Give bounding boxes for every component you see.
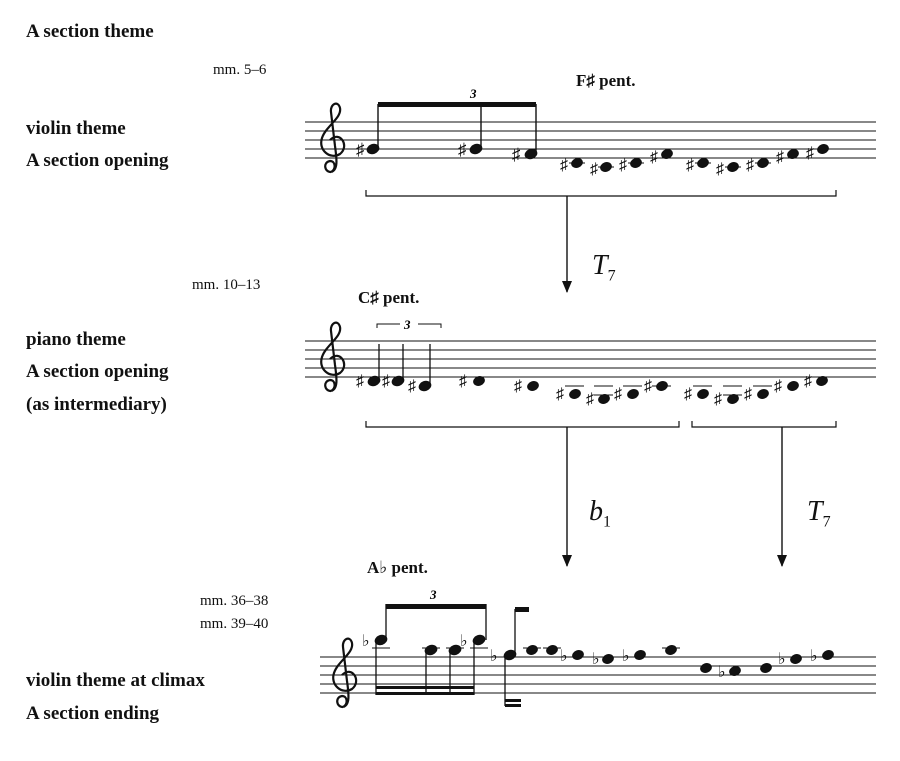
note <box>556 386 584 403</box>
theme-label-1b: A section opening <box>26 150 169 171</box>
note <box>686 157 711 174</box>
svg-text:♯: ♯ <box>644 378 652 395</box>
svg-text:♯: ♯ <box>804 373 812 390</box>
collection-label-2: C♯ pent. <box>358 288 420 307</box>
beam <box>515 607 529 612</box>
staff-2-notes <box>356 344 829 408</box>
collection-label-1: F♯ pent. <box>576 71 636 90</box>
svg-text:♯: ♯ <box>356 140 365 159</box>
staff-2 <box>305 341 876 377</box>
theme-label-2c: (as intermediary) <box>26 394 167 415</box>
grouping-bracket <box>692 421 836 427</box>
note <box>774 378 800 395</box>
note <box>586 386 613 408</box>
beam <box>386 604 486 609</box>
svg-text:♯: ♯ <box>560 157 568 174</box>
measures-label-1: mm. 5–6 <box>213 62 267 78</box>
svg-text:♭: ♭ <box>560 648 568 665</box>
theme-label-3a: violin theme at climax <box>26 670 205 691</box>
staff-3-notes <box>362 604 835 707</box>
note <box>759 662 772 674</box>
svg-text:♯: ♯ <box>714 391 722 408</box>
note <box>592 651 615 668</box>
svg-text:♯: ♯ <box>459 373 467 390</box>
svg-text:♭: ♭ <box>718 664 726 681</box>
svg-text:♯: ♯ <box>586 391 594 408</box>
beam <box>376 692 474 695</box>
svg-text:♯: ♯ <box>776 149 784 166</box>
note <box>716 161 741 178</box>
note <box>746 157 771 174</box>
treble-clef-icon <box>321 323 344 391</box>
svg-text:♯: ♯ <box>806 145 814 162</box>
note <box>523 644 541 656</box>
theme-label-1a: violin theme <box>26 118 126 139</box>
note <box>804 373 829 390</box>
note <box>356 344 381 390</box>
svg-text:♯: ♯ <box>458 140 467 159</box>
treble-clef-icon <box>321 104 344 172</box>
svg-text:♯: ♯ <box>590 161 598 178</box>
svg-text:♯: ♯ <box>716 161 724 178</box>
theme-label-3b: A section ending <box>26 703 160 724</box>
note <box>619 157 644 174</box>
transformation-label-2: $b_1$ <box>589 496 611 531</box>
transformation-label-3: $T_7$ <box>807 496 831 531</box>
treble-clef-icon <box>333 639 356 707</box>
note <box>543 644 561 656</box>
note <box>810 648 835 665</box>
measures-label-3b: mm. 39–40 <box>200 616 269 632</box>
note <box>560 157 585 174</box>
note <box>776 148 800 166</box>
note <box>459 373 486 390</box>
svg-text:♯: ♯ <box>619 157 627 174</box>
svg-text:♭: ♭ <box>460 633 468 650</box>
svg-text:♯: ♯ <box>684 386 692 403</box>
svg-text:♯: ♯ <box>356 373 364 390</box>
note <box>718 664 742 681</box>
note <box>614 386 642 403</box>
transformation-label-1: $T_7$ <box>592 250 616 285</box>
note <box>744 386 772 403</box>
collection-label-3: A♭ pent. <box>367 558 428 577</box>
note <box>684 386 712 403</box>
svg-text:♭: ♭ <box>362 633 370 650</box>
tuplet-number: 3 <box>404 317 411 332</box>
beam <box>376 686 474 689</box>
tuplet-number: 3 <box>470 86 477 101</box>
svg-text:♯: ♯ <box>650 149 658 166</box>
svg-text:♯: ♯ <box>556 386 564 403</box>
measures-label-3a: mm. 36–38 <box>200 593 269 609</box>
svg-text:♯: ♯ <box>774 378 782 395</box>
grouping-bracket <box>366 421 679 427</box>
svg-text:♯: ♯ <box>514 378 522 395</box>
tuplet-number: 3 <box>430 587 437 602</box>
svg-text:♯: ♯ <box>512 145 521 164</box>
note <box>806 143 830 162</box>
grouping-bracket <box>366 190 836 196</box>
svg-text:♭: ♭ <box>490 648 498 665</box>
svg-text:♭: ♭ <box>622 648 630 665</box>
note <box>382 344 405 390</box>
note <box>408 344 432 395</box>
beam <box>378 102 536 107</box>
note <box>662 644 680 656</box>
note <box>699 662 712 674</box>
svg-text:♯: ♯ <box>382 373 390 390</box>
svg-text:♯: ♯ <box>408 378 416 395</box>
note <box>714 386 742 408</box>
note <box>644 378 671 395</box>
note <box>460 633 488 695</box>
note <box>590 161 614 178</box>
measures-label-2: mm. 10–13 <box>192 277 261 293</box>
theme-label-2b: A section opening <box>26 361 169 382</box>
svg-text:♯: ♯ <box>614 386 622 403</box>
svg-text:♯: ♯ <box>744 386 752 403</box>
figure-heading: A section theme <box>26 21 154 42</box>
svg-text:♭: ♭ <box>592 651 600 668</box>
note <box>512 104 538 164</box>
note <box>650 148 674 166</box>
note <box>514 378 540 395</box>
svg-text:♯: ♯ <box>746 157 754 174</box>
svg-text:♭: ♭ <box>810 648 818 665</box>
theme-label-2a: piano theme <box>26 329 126 350</box>
note <box>362 633 390 695</box>
svg-text:♯: ♯ <box>686 157 694 174</box>
note <box>778 651 803 668</box>
note <box>560 648 585 665</box>
svg-text:♭: ♭ <box>778 651 786 668</box>
note <box>622 648 647 665</box>
